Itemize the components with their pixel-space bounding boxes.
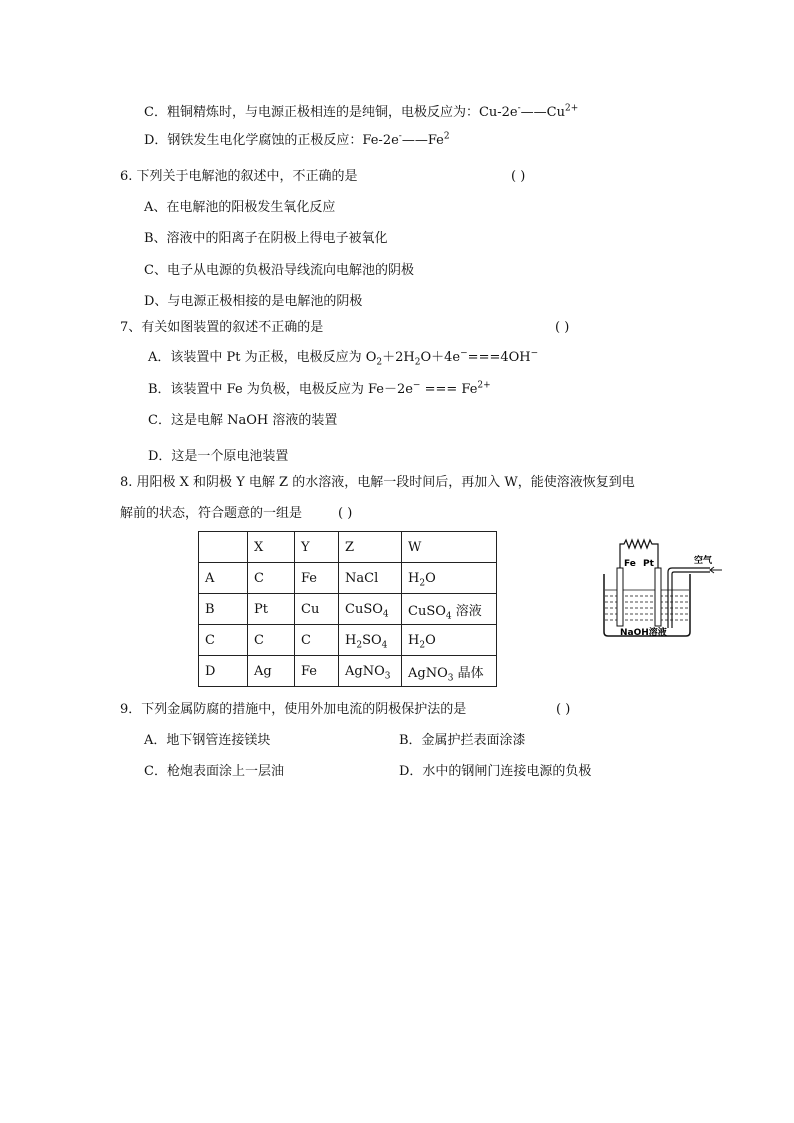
table-cell: $H_2O$ [402, 563, 497, 594]
q6-answer-bracket: ( ) [511, 169, 526, 184]
table-cell: Fe [295, 656, 339, 687]
table-cell: AgNO$_3$ 晶体 [402, 656, 497, 687]
table-cell: D [199, 656, 248, 687]
q8-stem-line2: 解前的状态，符合题意的一组是 [120, 506, 303, 521]
q9-option-a: A．地下钢管连接镁块 [144, 733, 271, 748]
q5-option-d: D．钢铁发生电化学腐蚀的正极反应：Fe-2e-——Fe$^2$ [144, 131, 450, 148]
table-row [199, 563, 497, 594]
table-header-row [199, 532, 497, 563]
table-cell: $H_2SO_4$ [339, 625, 402, 656]
table-row [199, 656, 497, 687]
q6-option-b: B、溶液中的阳离子在阴极上得电子被氧化 [144, 231, 388, 246]
q6-stem: 6. 下列关于电解池的叙述中，不正确的是 [120, 169, 358, 184]
table-cell: Pt [248, 594, 295, 625]
q8-options-table [198, 531, 497, 687]
q7-option-b: B．该装置中 Fe 为负极，电极反应为 Fe－2e− === $Fe^{2+}$ [148, 380, 491, 397]
q7-stem: 7、有关如图装置的叙述不正确的是 [120, 320, 324, 335]
table-cell: W [402, 532, 497, 563]
arrow-left-icon [710, 567, 722, 573]
table-cell: X [248, 532, 295, 563]
table-cell: Z [339, 532, 402, 563]
q9-answer-bracket: ( ) [556, 702, 571, 717]
q9-option-d: D．水中的钢闸门连接电源的负极 [399, 764, 592, 779]
table-cell: CuSO$_4$ 溶液 [402, 594, 497, 625]
table-row [199, 625, 497, 656]
solution-label: NaOH溶液 [620, 628, 667, 638]
fe-electrode [617, 568, 623, 626]
table-row [199, 594, 497, 625]
q5-option-c: C．粗铜精炼时，与电源正极相连的是纯铜，电极反应为：$Cu-2e^-——Cu^{2+}$ [144, 103, 579, 120]
electrochem-apparatus-figure [598, 538, 728, 642]
q6-option-d: D、与电源正极相接的是电解池的阴极 [144, 294, 363, 309]
q7-answer-bracket: ( ) [555, 320, 570, 335]
table-cell: $H_2O$ [402, 625, 497, 656]
table-cell: Cu [295, 594, 339, 625]
table-cell: B [199, 594, 248, 625]
q9-option-c: C．枪炮表面涂上一层油 [144, 764, 284, 779]
table-cell: Y [295, 532, 339, 563]
q9-option-b: B．金属护拦表面涂漆 [399, 733, 526, 748]
q8-answer-bracket: ( ) [338, 506, 353, 521]
pt-electrode [655, 568, 661, 626]
air-label: 空气 [694, 556, 713, 566]
table-cell: C [248, 625, 295, 656]
table-cell: Fe [295, 563, 339, 594]
air-tube-icon [668, 568, 710, 628]
table-cell: C [295, 625, 339, 656]
table-cell: CuSO$_4$ [339, 594, 402, 625]
q6-option-c: C、电子从电源的负极沿导线流向电解池的阴极 [144, 263, 414, 278]
table-cell: C [248, 563, 295, 594]
table-cell: NaCl [339, 563, 402, 594]
pt-label: Pt [643, 559, 654, 569]
fe-label: Fe [624, 559, 636, 569]
table-cell: A [199, 563, 248, 594]
q6-option-a: A、在电解池的阳极发生氧化反应 [144, 200, 336, 215]
q7-option-c: C．这是电解 NaOH 溶液的装置 [148, 413, 338, 428]
table-cell: C [199, 625, 248, 656]
table-cell: AgNO$_3$ [339, 656, 402, 687]
q8-stem-line1: 8. 用阳极 X 和阴极 Y 电解 Z 的水溶液，电解一段时间后，再加入 W，能使溶液恢复到电 [120, 475, 635, 490]
q7-option-d: D．这是一个原电池装置 [148, 449, 289, 464]
table-cell [199, 532, 248, 563]
table-cell: Ag [248, 656, 295, 687]
q7-option-a: A．该装置中 Pt 为正极，电极反应为 $O_2+2H_2O+4e^-===4OH^-$ [148, 348, 539, 368]
q9-stem: 9．下列金属防腐的措施中，使用外加电流的阴极保护法的是 [120, 702, 467, 717]
